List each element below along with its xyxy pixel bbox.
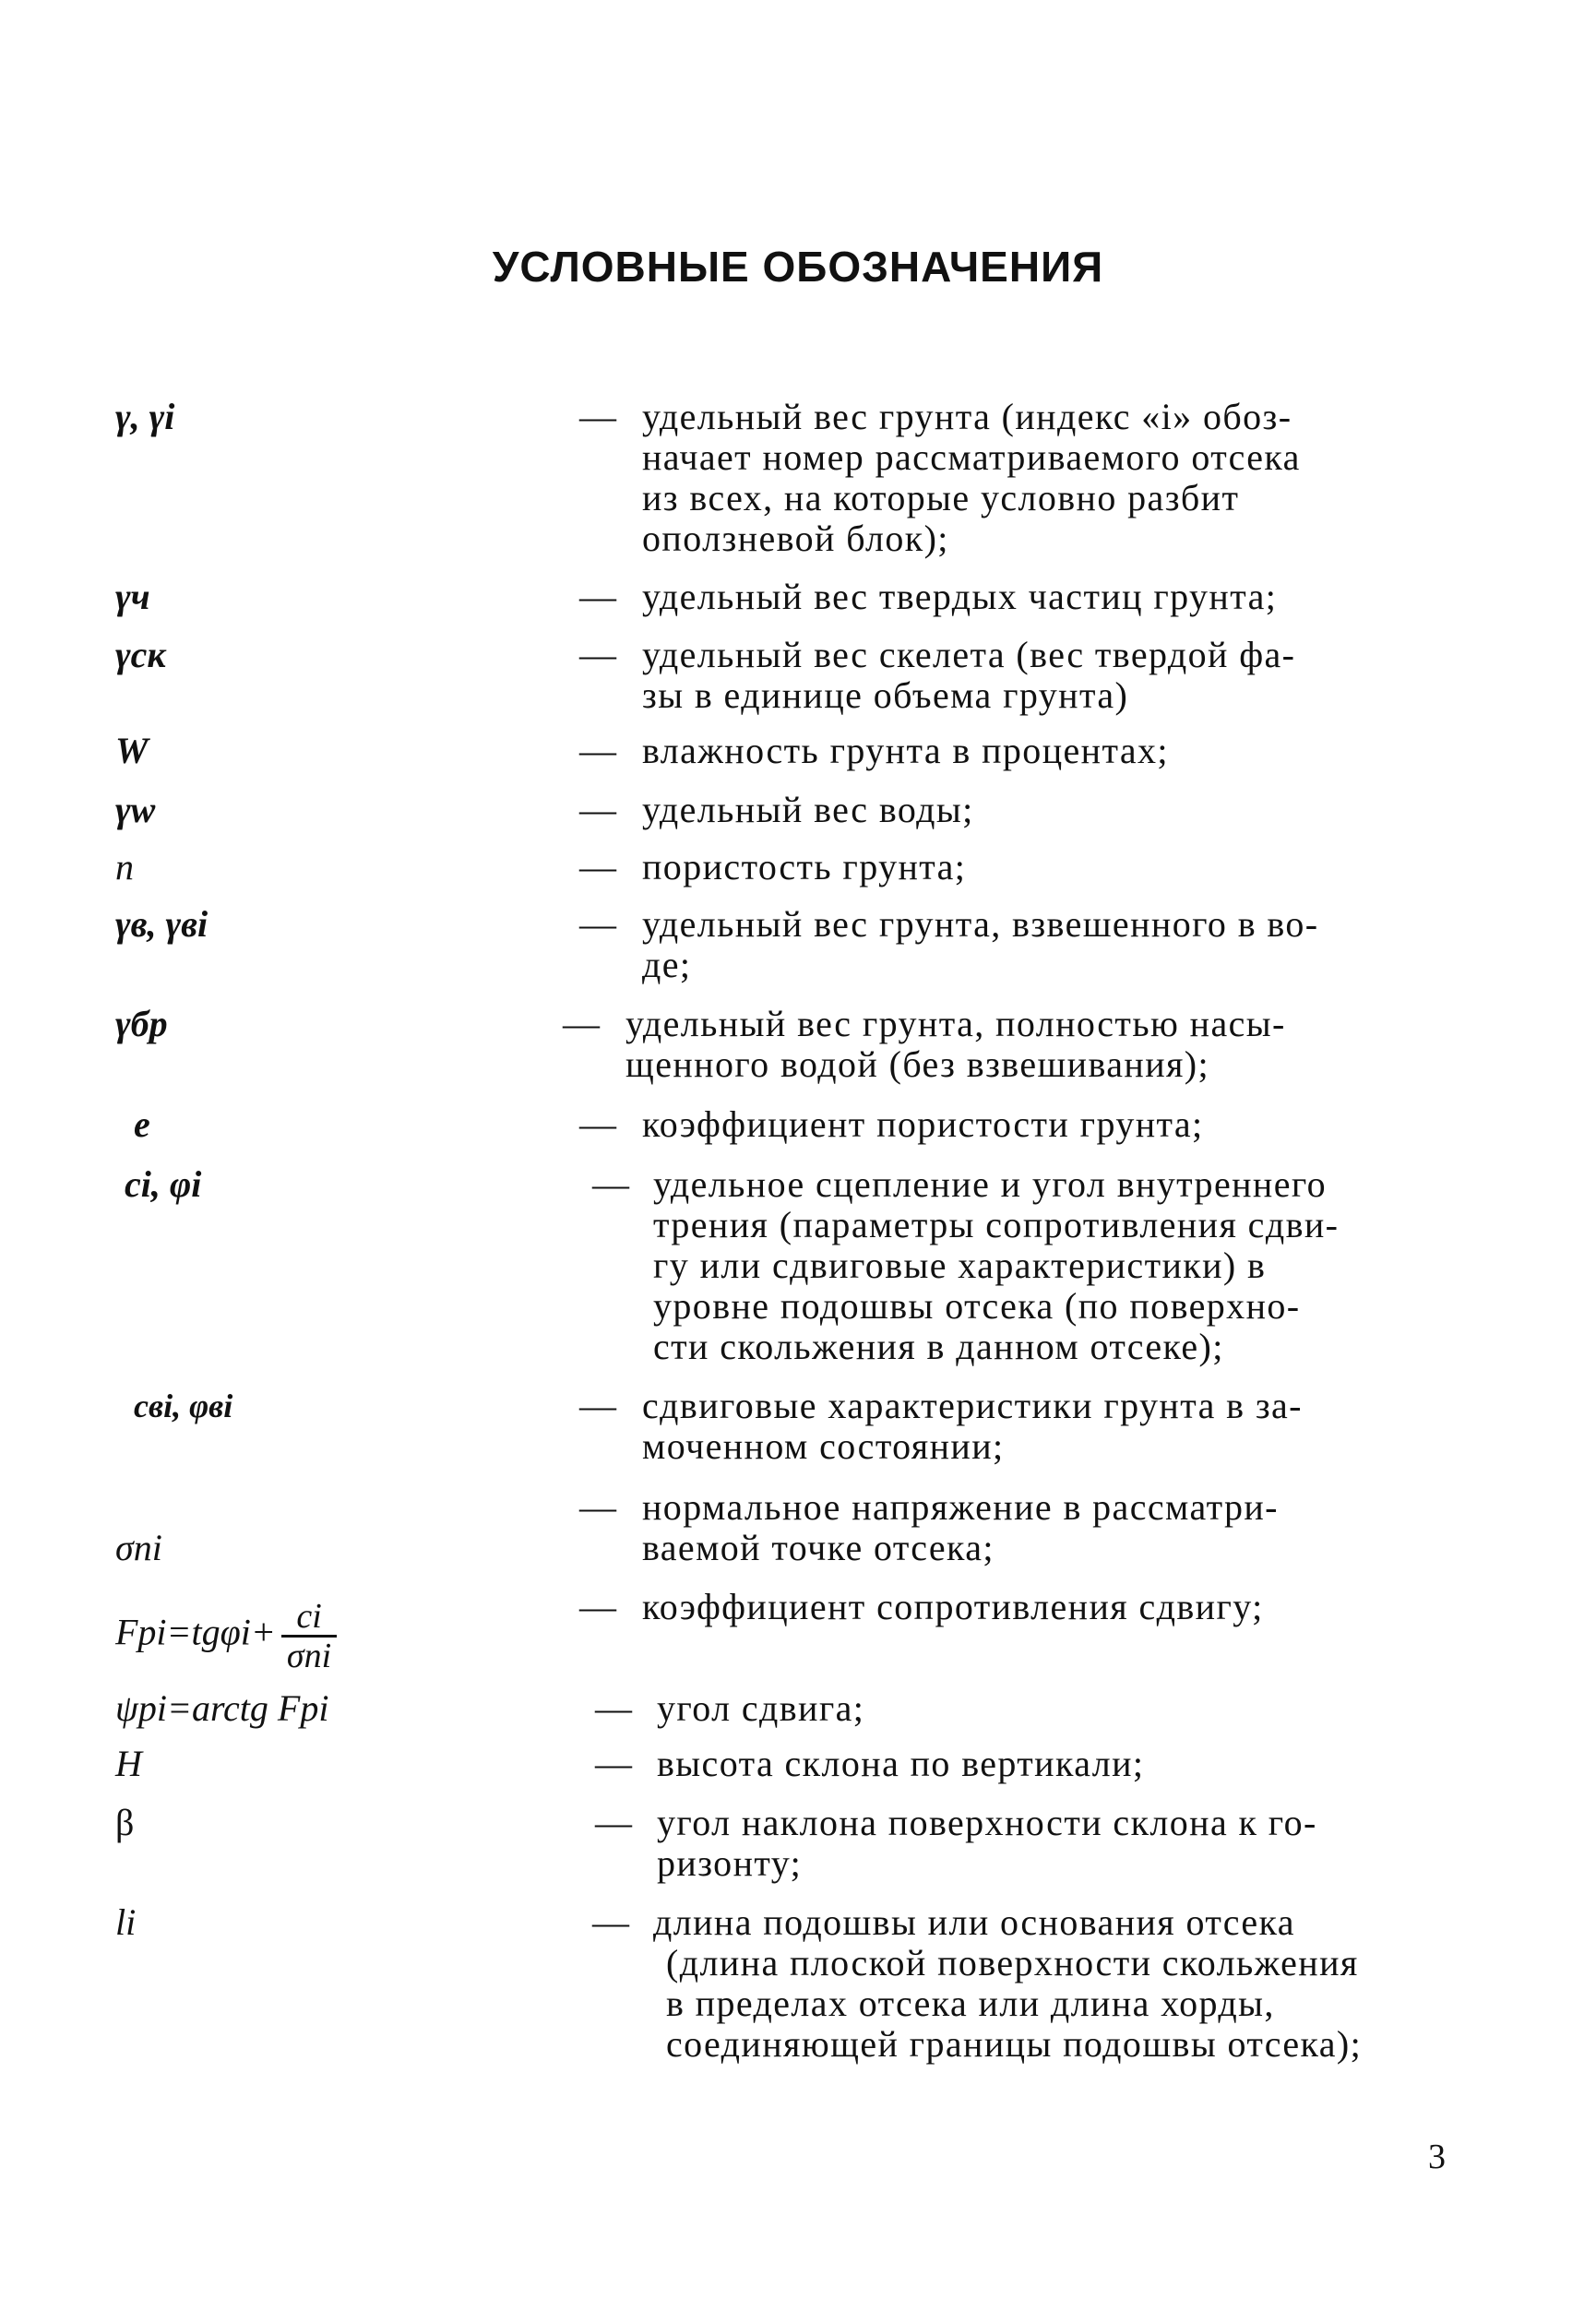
dash: —: [579, 1385, 616, 1426]
description-line: (длина плоской поверхности скольжения: [666, 1942, 1359, 1983]
symbol: ψpi=arctg Fpi: [115, 1687, 329, 1729]
dash: —: [579, 1486, 616, 1528]
formula-symbol: [115, 1598, 337, 1674]
description: [642, 904, 1454, 985]
description: [642, 1587, 1454, 1627]
symbol: n: [115, 846, 134, 887]
description: [642, 635, 1454, 716]
symbol: W: [115, 730, 149, 771]
description-line: удельный вес воды;: [642, 789, 974, 830]
description: [657, 1803, 1456, 1884]
description-line: удельный вес грунта, взвешенного в во-: [642, 903, 1319, 945]
symbol: β: [115, 1802, 135, 1843]
fraction: [281, 1598, 337, 1674]
symbol: li: [115, 1901, 137, 1943]
symbol: γбр: [115, 1003, 168, 1044]
description: [642, 1386, 1454, 1467]
description: [657, 1688, 1469, 1729]
dash: —: [579, 846, 616, 887]
description-line: оползневой блок);: [642, 518, 949, 559]
page-number: 3: [1428, 2138, 1446, 2176]
fraction-numerator: ci: [296, 1597, 322, 1636]
description-line: коэффициент пористости грунта;: [642, 1103, 1204, 1145]
description-line: удельный вес твердых частиц грунта;: [642, 576, 1278, 617]
description-line: удельное сцепление и угол внутреннего: [653, 1163, 1328, 1205]
dash: —: [592, 1163, 629, 1205]
dash: —: [579, 1586, 616, 1627]
description-line: коэффициент сопротивления сдвигу;: [642, 1586, 1264, 1627]
description-line: ризонту;: [657, 1842, 803, 1884]
description: [642, 1104, 1454, 1145]
dash: —: [579, 634, 616, 675]
formula-left: Fpi=tgφi+: [115, 1611, 276, 1653]
description-line: из всех, на которые условно разбит: [642, 477, 1240, 518]
description-line: гу или сдвиговые характеристики) в: [653, 1245, 1267, 1286]
description-line: в пределах отсека или длина хорды,: [666, 1983, 1275, 2024]
symbol: cвi, φвi: [134, 1388, 233, 1424]
description-line: де;: [642, 944, 692, 985]
description: [642, 397, 1454, 559]
symbol: γск: [115, 634, 166, 675]
description-line: удельный вес грунта (индекс «i» обоз-: [642, 396, 1292, 437]
description-line: соединяющей границы подошвы отсека);: [666, 2023, 1363, 2065]
symbol: ci, φi: [125, 1163, 202, 1205]
description: [653, 1902, 1456, 2065]
description-line: нормальное напряжение в рассматри-: [642, 1486, 1279, 1528]
description-line: угол сдвига;: [657, 1687, 865, 1729]
description-line: угол наклона поверхности склона к го-: [657, 1802, 1317, 1843]
symbol: γw: [115, 789, 156, 830]
page-title: УСЛОВНЫЕ ОБОЗНАЧЕНИЯ: [492, 243, 1104, 291]
symbol: γч: [115, 576, 150, 617]
dash: —: [595, 1802, 632, 1843]
description: [642, 1487, 1454, 1568]
symbol: e: [134, 1103, 150, 1145]
description-line: высота склона по вертикали;: [657, 1743, 1145, 1784]
description-line: влажность грунта в процентах;: [642, 730, 1169, 771]
description-line: зы в единице объема грунта): [642, 674, 1129, 716]
description-line: удельный вес скелета (вес твердой фа-: [642, 634, 1296, 675]
symbol: γв, γвi: [115, 903, 208, 945]
description: [653, 1164, 1456, 1367]
description-line: моченном состоянии;: [642, 1425, 1005, 1467]
description-line: пористость грунта;: [642, 846, 967, 887]
description-line: уровне подошвы отсека (по поверхно-: [653, 1285, 1301, 1327]
dash: —: [595, 1743, 632, 1784]
dash: —: [595, 1687, 632, 1729]
description-line: ваемой точке отсека;: [642, 1527, 995, 1568]
fraction-denominator: σni: [281, 1635, 337, 1674]
description: [642, 790, 1454, 830]
symbol: γ, γi: [115, 396, 175, 437]
description: [642, 731, 1454, 771]
description-line: трения (параметры сопротивления сдви-: [653, 1204, 1340, 1245]
description-line: сдвиговые характеристики грунта в за-: [642, 1385, 1303, 1426]
dash: —: [579, 1103, 616, 1145]
dash: —: [579, 730, 616, 771]
dash: —: [579, 789, 616, 830]
description: [657, 1744, 1469, 1784]
description-line: длина подошвы или основания отсека: [653, 1901, 1295, 1943]
dash: —: [592, 1901, 629, 1943]
description-line: сти скольжения в данном отсеке);: [653, 1326, 1224, 1367]
dash: —: [563, 1003, 600, 1044]
symbol: H: [115, 1743, 142, 1784]
description: [642, 577, 1454, 617]
description-line: начает номер рассматриваемого отсека: [642, 436, 1301, 478]
description-line: удельный вес грунта, полностью насы-: [625, 1003, 1286, 1044]
description-line: щенного водой (без взвешивания);: [625, 1043, 1210, 1085]
symbol: σni: [115, 1527, 162, 1568]
dash: —: [579, 903, 616, 945]
description: [625, 1004, 1437, 1085]
dash: —: [579, 576, 616, 617]
dash: —: [579, 396, 616, 437]
description: [642, 847, 1454, 887]
